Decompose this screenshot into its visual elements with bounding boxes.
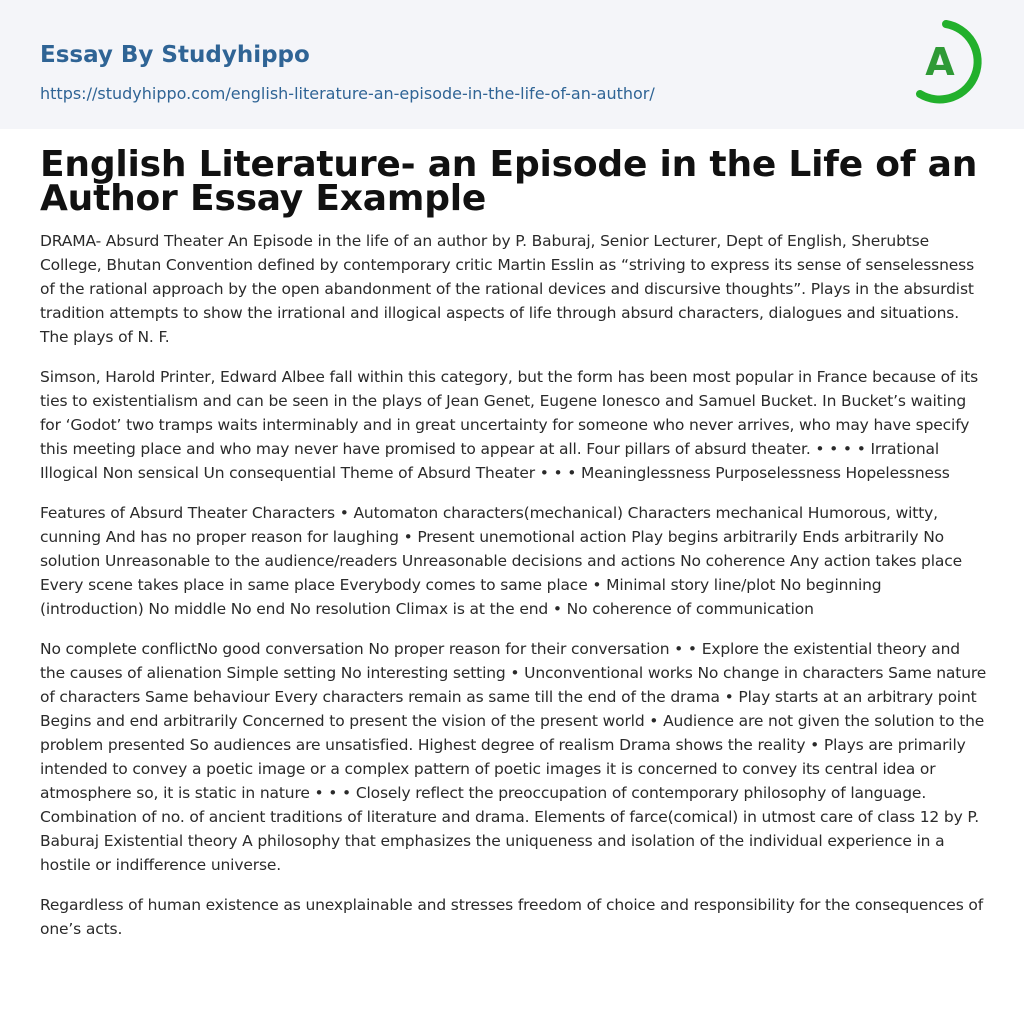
logo-letter: A (925, 40, 955, 84)
essay-paragraph: DRAMA- Absurd Theater An Episode in the life of an author by P. Baburaj, Senior Lecturer, Dept of English, Sherubtse College, Bhutan Convention defined by contemporary critic Martin Esslin as “striving to express its sense of senselessness of the rational approach by the open abandonment of the rational devices and discursive thoughts”. Plays in the absurdist tradition attempts to show the irrational and illogical aspects of life through absurd characters, dialogues and situations. The plays of N. F. (40, 232, 975, 346)
page-header (0, 0, 1024, 129)
essay-paragraph: Features of Absurd Theater Characters • Automaton characters(mechanical) Characters mechanical Humorous, witty, cunning And has no proper reason for laughing • Present unemotional action Play begins arbitrarily Ends arbitrarily No solution Unreasonable to the audience/readers Unreasonable decisions and actions No coherence Any action takes place Every scene takes place in same place Everybody comes to same place • Minimal story line/plot No beginning (introduction) No middle No end No resolution Climax is at the end • No coherence of communication (40, 504, 962, 618)
essay-url-link[interactable]: https://studyhippo.com/english-literature-an-episode-in-the-life-of-an-author/ (40, 84, 655, 103)
essay-paragraph: No complete conflictNo good conversation No proper reason for their conversation • • Explore the existential theory and the causes of alienation Simple setting No interesting setting • Unconventional works No change in characters Same nature of characters Same behaviour Every characters remain as same till the end of the drama • Play starts at an arbitrary point Begins and end arbitrarily Concerned to present the vision of the present world • Audience are not given the solution to the problem presented So audiences are unsatisfied. Highest degree of realism Drama shows the reality • Plays are primarily intended to convey a poetic image or a complex pattern of poetic images it is concerned to convey its central idea or atmosphere so, it is static in nature • • • Closely reflect the preoccupation of contemporary philosophy of language. Combination of no. of ancient traditions of literature and drama. Elements of farce(comical) in utmost care of class 12 by P. Baburaj Existential theory A philosophy that emphasizes the uniqueness and isolation of the individual experience in a hostile or indifference universe. (40, 640, 987, 874)
site-title[interactable]: Essay By Studyhippo (40, 42, 310, 68)
essay-paragraph: Regardless of human existence as unexplainable and stresses freedom of choice and responsibility for the consequences of one’s acts. (40, 896, 984, 938)
essay-paragraph: Simson, Harold Printer, Edward Albee fall within this category, but the form has been most popular in France because of its ties to existentialism and can be seen in the plays of Jean Genet, Eugene Ionesco and Samuel Bucket. In Bucket’s waiting for ‘Godot’ two tramps waits interminably and in great uncertainty for someone who never arrives, who may have specify this meeting place and who may never have promised to appear at all. Four pillars of absurd theater. • • • • Irrational Illogical Non sensical Un consequential Theme of Absurd Theater • • • Meaninglessness Purposelessness Hopelessness (40, 368, 979, 482)
page-title: English Literature- an Episode in the Life of an Author Essay Example (40, 144, 978, 219)
studyhippo-logo-icon[interactable] (906, 18, 990, 106)
essay-body (40, 229, 988, 957)
